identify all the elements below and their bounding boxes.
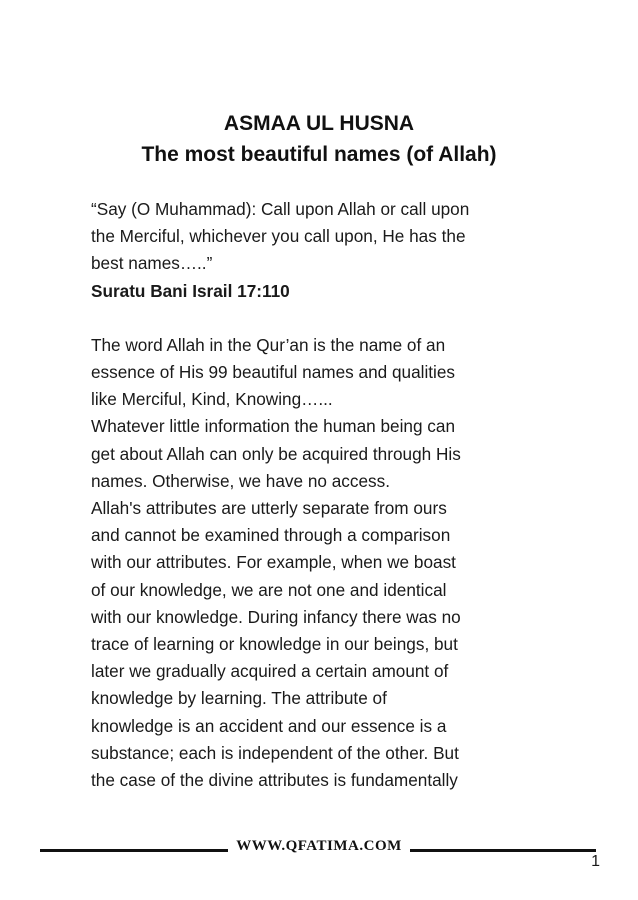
body-line: The word Allah in the Qur’an is the name of an xyxy=(91,334,446,355)
body-line: knowledge by learning. The attribute of xyxy=(91,688,387,709)
body-line: with our attributes. For example, when we boast xyxy=(91,552,456,573)
quote-citation: Suratu Bani Israil 17:110 xyxy=(91,280,290,301)
page-title: ASMAA UL HUSNA xyxy=(223,112,415,135)
body-line: the case of the divine attributes is fundamentally xyxy=(91,770,458,791)
body-line: Whatever little information the human being can xyxy=(91,416,456,437)
page-number: 1 xyxy=(591,853,600,870)
body-text xyxy=(91,196,551,794)
body-line: knowledge is an accident and our essence is a xyxy=(91,715,447,736)
page-footer xyxy=(40,836,596,866)
body-line: and cannot be examined through a comparison xyxy=(91,525,451,546)
title-block xyxy=(0,108,638,170)
body-line: trace of learning or knowledge in our beings, but xyxy=(91,634,458,655)
body-line: essence of His 99 beautiful names and qualities xyxy=(91,362,456,383)
footer-website: WWW.QFATIMA.COM xyxy=(236,838,402,854)
quote-line: the Merciful, whichever you call upon, He has the xyxy=(91,226,466,247)
body-line: like Merciful, Kind, Knowing…... xyxy=(91,389,333,410)
quote-line: “Say (O Muhammad): Call upon Allah or call upon xyxy=(91,199,470,219)
page-subtitle: The most beautiful names (of Allah) xyxy=(141,143,497,166)
body-line: substance; each is independent of the other. But xyxy=(91,742,459,763)
quote-line: best names…..” xyxy=(91,253,213,274)
body-line: of our knowledge, we are not one and identical xyxy=(91,579,447,600)
paragraph-gap xyxy=(91,305,551,332)
footer-rule-right xyxy=(410,849,596,852)
body-line: names. Otherwise, we have no access. xyxy=(91,470,391,491)
body-line: Allah's attributes are utterly separate from ours xyxy=(91,498,447,519)
footer-rule-left xyxy=(40,849,228,852)
body-line: with our knowledge. During infancy there was no xyxy=(91,606,461,627)
body-line: later we gradually acquired a certain amount of xyxy=(91,661,449,682)
body-line: get about Allah can only be acquired through His xyxy=(91,443,461,464)
